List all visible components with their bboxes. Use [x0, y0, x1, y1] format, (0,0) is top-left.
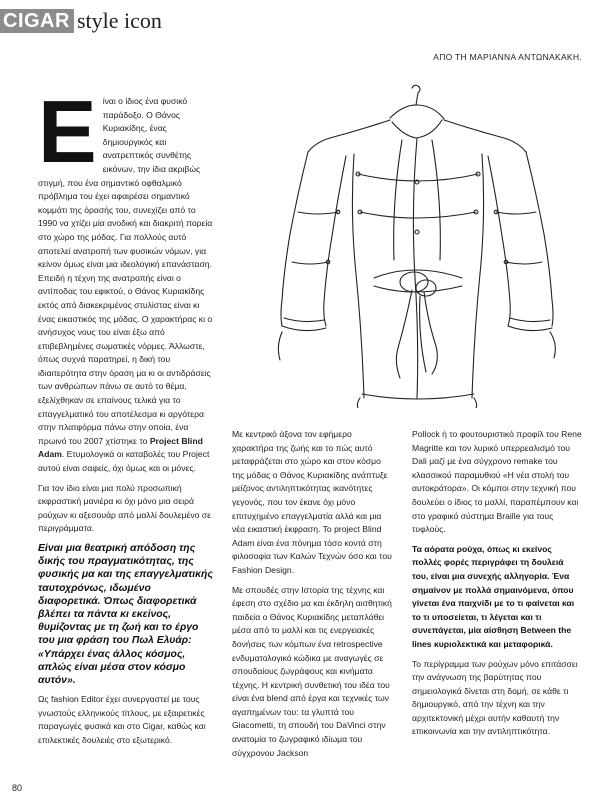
wire-jacket-illustration [262, 82, 574, 408]
project-name: Project Blind Adam [38, 435, 203, 460]
section-title: style icon [76, 8, 162, 33]
column-1 [38, 82, 216, 754]
paragraph: Ως fashion Editor έχει συνεργαστεί με τους γνωστούς ελληνικούς τίτλους, με εξαιρετικές παραγωγές φυσικά και στο Cigar, καθώς και επιλεκτικές δουλειές στο εξωτερικό. [38, 694, 206, 746]
paragraph: Για τον ίδιο είναι μια πολύ προσωπική εκφραστική μανιέρα κι όχι μόνο μια σειρά ρούχων κι αξεσουάρ από μαλλί δουλεμένο σε περιγράμματα. [38, 482, 211, 534]
page-number: 80 [12, 783, 23, 793]
highlight-paragraph: Τα αόρατα ρούχα, όπως κι εκείνος πολλές φορές περιγράφει τη δουλειά του, είναι μια συνεχής αλληγορία. Ένα σημαίνον με πολλά σημαινόμενα, όπου γίνεται ένα παιχνίδι με το τι φαίνεται και το τι υποσείεται, τι λέγεται και τι συνεπάγεται, μία αίσθηση Between the lines κυριολεκτικά και μεταφορικά. [412, 543, 575, 649]
paragraph: Το περίγραμμα των ρούχων μόνο επιτάσσει την ανάγνωση της βαρύτητας που σημειολογικά δίνεται στη δομή, σε κάθε τι δημιουργικό, από την τέχνη και την αρχιτεκτονική μέχρι αυτήν καθαυτή την επικοινωνία και την αντιληπτικότητα. [412, 658, 578, 737]
paragraph: Με σπουδές στην Ιστορία της τέχνης και έφεση στο σχέδιο μα και έκδηλη αισθητική παιδεία ο Θάνος Κυριακίδης μεταπλάθει μέσα από το μαλλί και τις ενεργειακές δονήσεις των κόμπων ένα retrospective ενδυματολογικό κώδικα με αναγωγές σε σπουδαίους ζωγράφους και κινήματα τέχνης. Η κεντρική συνθετική του ιδέα του είναι ένα blend από έργα και τεχνικές των αγαπημένων του: τα γλυπτά του Giacometti, τη σπουδή του DaVinci στην ανατομία το ζωγραφικό ιδίωμα του σύγχρονου Jackson [232, 584, 392, 758]
drop-cap: Ε [38, 82, 97, 181]
brand-logo: CIGAR [0, 9, 74, 33]
paragraph: Με κεντρικό άξονα τον εφήμερο χαρακτήρα της ζωής και το πώς αυτό μεταφράζεται στο χώρο και στον κόσμο της μόδας ο Θάνος Κυριακίδης ανάπτυξε μείζονος αντιληπτικότητας ικανότητες γεγονός, που τον έκανε όχι μόνο επιτυχημένο επαγγελματία αλλά και μια νέα εικαστική έκφραση. Το project Blind Adam είναι ένα πόνημα τόσο κοντά στη φιλοσοφία των Καλών Τεχνών όσο και του Fashion Design. [232, 429, 392, 575]
column-2 [232, 428, 392, 766]
paragraph: Pollock ή το φουτουριστικό προφίλ του Rene Magritte και τον λυρικό υπερρεαλισμό του Dali μαζί με ένα σύγχρονο remake του κλασσικού παραμυθιού «Η νέα στολή του αυτοκράτορα». Οι κόμποι στην τεχνική που δουλεύει ο ίδιος το μαλλί, παραπέμπουν και στο γραφικό σύστημα Braille για τους τυφλούς. [412, 429, 582, 535]
magazine-header [0, 8, 162, 34]
byline: ΑΠΟ ΤΗ ΜΑΡΙΑΝΝΑ ΑΝΤΩΝΑΚΑΚΗ. [433, 52, 582, 62]
pull-quote: Είναι μια θεατρική απόδοση της δικής του πραγματικότητας, της φυσικής μα και της επαγγελματικής ταυτοχρόνως, ιδωμένο διαφορετικά. Όπως διαφορετικά βλέπει τα πάντα κι εκείνος, θυμίζοντας με τη ζωή και το έργο του μια φράση του Πωλ Ελυάρ: «Υπάρχει ένας άλλος κόσμος, απλώς είναι μέσα στον κόσμο αυτόν». [38, 543, 213, 687]
column-3 [412, 428, 582, 745]
intro-paragraph: Είναι ο ίδιος ένα φυσικό παράδοξο. Ο Θάνος Κυριακίδης, ένας δημιουργικός και ανατρεπτικός συνθέτης εικόνων, την ίδια ακριβώς στιγμή, που ένα σημαντικό οφθαλμικό πρόβλημα του έχει αφαιρέσει σημαντικό κομμάτι της όρασής του, συνεχίζει από το 1990 να χτίζει μία ανοδική και διακριτή πορεία στο χώρο της μόδας. Για πολλούς αυτό αποτελεί ανατροπή των φυσικών νόμων, για κείνον όμως είναι μια ιδεολογική επανάσταση. Επειδή η τέχνη της ανατροπής είναι ο αντίποδας του εφικτού, ο Θάνος Κυριακίδης εκτός από διακεκριμένος στυλίστας είναι κι ένας εικαστικός της μόδας. Ο χαρακτήρας κι ο ανήσυχος νους του είναι έξω από επιβεβλημένες σωματικές νόρμες. Άλλωστε, όπως συχνά παρατηρεί, η δική του ιδιαιτερότητα στην όραση μα κι οι αντιδράσεις των ανθρώπων πάνω σε αυτό το θέμα, εξελίχθηκαν σε επαίνους τελικά για το επαγγελματικό του αποτέλεσμα κι αργότερα στην πλατφόρμα πάνω στην οποία, ένα πρωινό του 2007 χτίστηκε το Project Blind Adam. Ετυμολογικά οι καταβολές του Project αυτού είναι σαφείς, όχι όμως και οι μόνες. [38, 82, 213, 474]
